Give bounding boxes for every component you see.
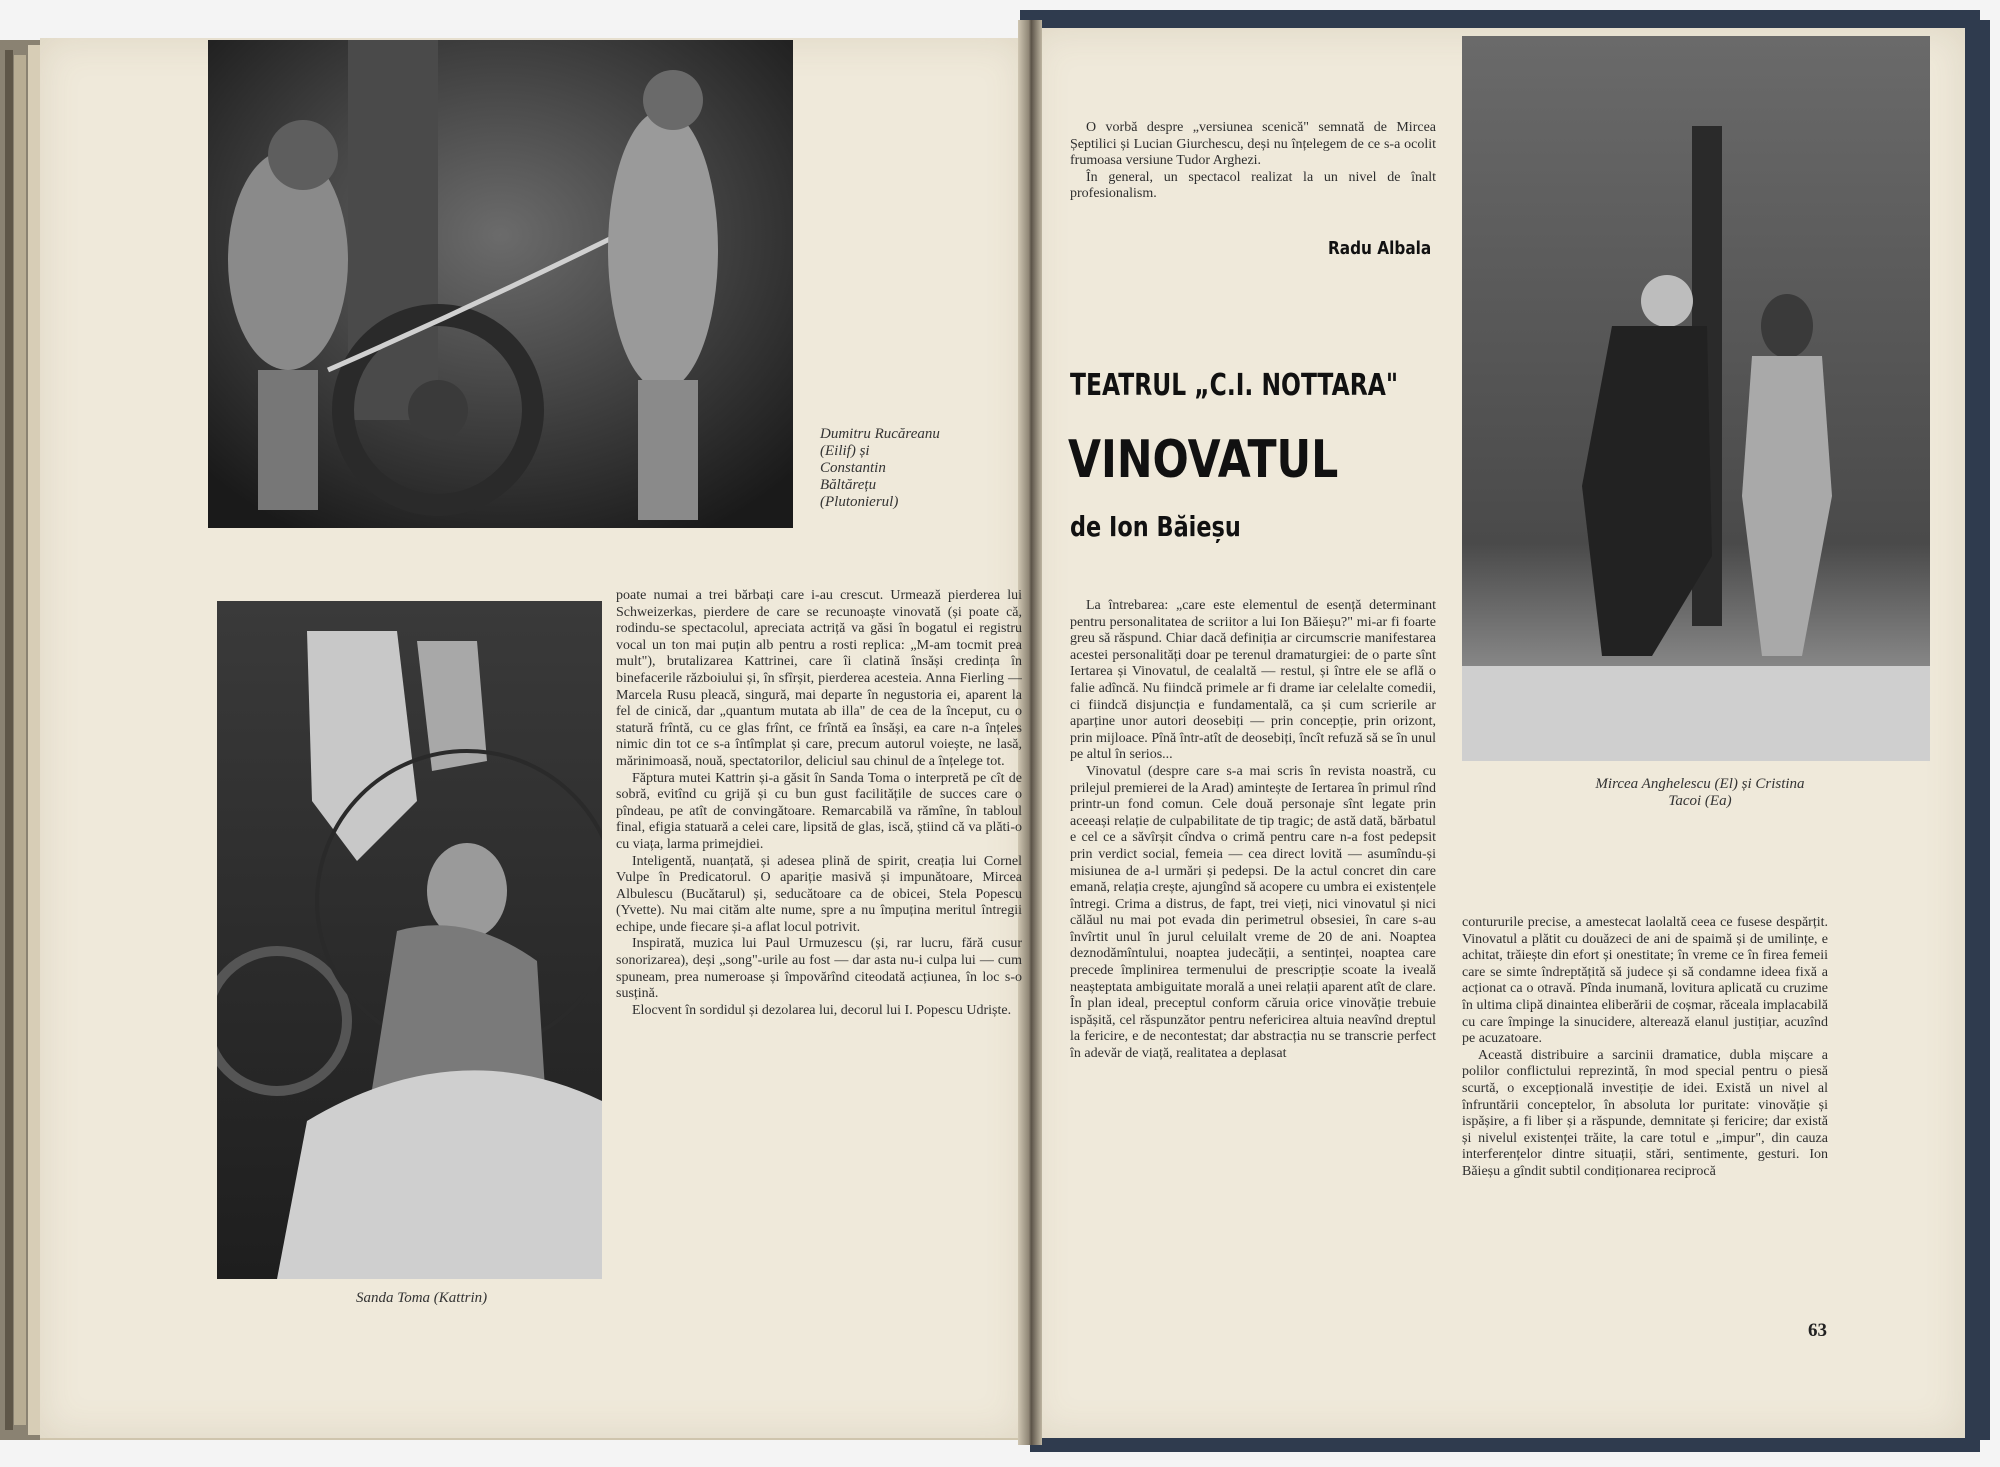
caption-line: Mircea Anghelescu (El) și Cristina [1595, 776, 1805, 792]
photo-anghelescu-tacoi [1462, 36, 1930, 761]
right-page-column-right [1462, 915, 1828, 1310]
caption-line: Tacoi (Ea) [1668, 793, 1732, 809]
paragraph: Această distribuire a sarcinii dramatice, dubla mișcare a polilor conflictului reprezintă, în mod special pentru o piesă scurtă, o excepțională investiție de idei. Există un nivel al înfruntării conceptelor, în absoluta lor puritate: vinovăție și ispășire, a fi liber și a răspunde, demnitate și fericire; dar există și nivelul existenței trăite, la care totul e „impur", din cauza interferențelor dintre situații, stări, sentimente, gesturi. Ion Băieșu a gîndit subtil condiționarea reciprocă [1462, 1047, 1828, 1179]
page-number: 63 [1808, 1320, 1827, 1341]
caption-line: Constantin [820, 460, 886, 476]
photo-rucareanu-baltaretu [208, 40, 793, 528]
paragraph: Elocvent în sordidul și dezolarea lui, decorul lui I. Popescu Udriște. [632, 1002, 1012, 1018]
caption-line: Băltărețu [820, 477, 877, 493]
paragraph: Făptura mutei Kattrin și-a găsit în Sanda Toma o interpretă pe cît de sobră, evitînd cu grijă și cu bun gust facilitățile de succes care o pîndeau, pe atît de convingătoare. Remarcabilă va rămîne, în tabloul final, efigia statuară a celei care, lipsită de glas, iscă, știind că va plăti-o cu viața, larma primejdiei. [616, 770, 1022, 852]
paragraph: Vinovatul (despre care s-a mai scris în revista noastră, cu prilejul premierei de la Arad) amintește de Iertarea în primul rînd printr-un fond comun. Cele două personaje sînt legate prin aceeași relație de culpabilitate de tip tragic; de astă dată, bărbatul e cel ce a săvîrșit cîndva o crimă pentru care n-a fost pedepsit prin verdict social, femeia — cea direct lovită — asumîndu-și misiunea de a-l urmări și pedepsi. De la actul concret din care emană, relația crește, ajungînd să acopere cu umbra ei existențele întregi. Crima a distrus, de fapt, trei vieți, nici vinovatul și nici călăul nu mai pot evada din perimetrul obsesiei, în care s-au învîrtit unul în jurul celuilalt vreme de 20 de ani. Noaptea deznodămîntului, noaptea judecății, a sentinței, noaptea care precede împlinirea termenului de prescripție scoate la iveală neașteptata ambiguitate morală a unei relații aparent atît de clare. În plan ideal, preceptul conform căruia orice vinovăție trebuie ispășită, cel răspunzător pentru nefericirea altuia neavînd dreptul la fericire, e de necontestat; dar abstracția nu se transcrie perfect în adevăr de viață, realitatea a deplasat [1070, 763, 1436, 1062]
paragraph: La întrebarea: „care este elementul de esență determinant pentru personalitatea de scriitor a lui Ion Băieșu?" mi-ar fi foarte greu să răspund. Chiar dacă definiția ar circumscrie manifestarea acestei personalități doar pe terenul dramaturgiei: de o parte sînt Iertarea și Vinovatul, de cealaltă — restul, și între ele se află o falie adîncă. Nu fiindcă primele ar fi drame iar celelalte comedii, ci fiindcă disjuncția e fundamentală, ca și cum scrierile ar aparține unor autori deosebiți — prin concepție, prin orizont, prin mijloace. Pînă într-atît de deosebiți, încît refuză să se în unul pe altul în serios... [1070, 598, 1436, 763]
paragraph: contururile precise, a amestecat laolaltă ceea ce fusese despărțit. Vinovatul a plătit cu douăzeci de ani de spaimă și de umilințe, e achitat, trăiește din efort și onestitate; în vreme ce în firea femeii care se simte îndreptățită să judece și să condamne ideea fixă a acționat ca o otravă. Pînda inumană, lovitura aplicată cu cruzime în ultima clipă dinaintea eliberării de coșmar, răceala implacabilă cu care împinge la sinucidere, alterează elanul justițiar, acuzînd pe acuzatoare. [1462, 915, 1828, 1047]
play-title: VINOVATUL [1068, 430, 1339, 490]
author-signature: Radu Albala [1328, 238, 1432, 259]
photo-right-caption [1480, 776, 1920, 810]
caption-line: (Eilif) și [820, 443, 870, 459]
paragraph: Inteligentă, nuanțată, și adesea plină de spirit, creația lui Cornel Vulpe în Predicatorul. O apariție masivă și impunătoare, Mircea Albulescu (Bucătarul) și, seducătoare ca de obicei, Stela Popescu (Yvette). Nu mai cităm alte nume, spre a nu împuțina meritul întregii echipe, unde fiecare și-a aflat locul potrivit. [616, 853, 1022, 935]
photo-bottom-caption: Sanda Toma (Kattrin) [356, 1290, 488, 1306]
play-author: de Ion Băieșu [1070, 510, 1241, 543]
intro-column [1070, 120, 1436, 203]
photo-top-caption [820, 426, 1000, 511]
paragraph: Inspirată, muzica lui Paul Urmuzescu (și, rar lucru, fără cusur sonorizarea), deși „song"-urile au fost — dar asta nu-i culpa lui — cum spuneam, prea numeroase și împovărînd citeodată acțiunea, în loc s-o susțină. [616, 936, 1022, 1002]
caption-line: Dumitru Rucăreanu [820, 426, 940, 442]
theatre-heading: TEATRUL „C.I. NOTTARA" [1070, 368, 1399, 403]
right-page-column-left [1070, 598, 1436, 1308]
caption-line: (Plutonierul) [820, 494, 899, 510]
paragraph: poate numai a trei bărbați care i-au crescut. Urmează pierderea lui Schweizerkas, pierdere de care se recunoaște vinovată (și poate că, rodindu-se spectacolul, apreciata actriță va găsi în bogatul ei registru vocal un ton mai puțin alb pentru a rosti replica: „M-am tocmit prea mult"), brutalizarea Kattrinei, care îi clatină însăși credința în binefacerile războiului și, în sfîrșit, pierderea acesteia. Anna Fierling — Marcela Rusu pleacă, singură, mai departe în negustoria ei, aparent la fel de cinică, dar „quantum mutata ab illa" de cea de la început, cu o statură frîntă, cu ce glas frînt, ce frîntă ea însăși, ea care n-a înțeles nimic din tot ce s-a întîmplat și care, precum autorul voiește, ne lasă, mărinimoasă, nouă, spectatorilor, deliciul sau chinul de a înțelege tot. [616, 588, 1022, 769]
paragraph: În general, un spectacol realizat la un nivel de înalt profesionalism. [1070, 169, 1436, 202]
photo-sanda-toma [217, 601, 602, 1279]
left-page-column [616, 588, 1022, 1304]
paragraph: O vorbă despre „versiunea scenică" semnată de Mircea Șeptilici și Lucian Giurchescu, deși nu înțelegem de ce s-a ocolit frumoasa versiune Tudor Arghezi. [1070, 120, 1436, 169]
